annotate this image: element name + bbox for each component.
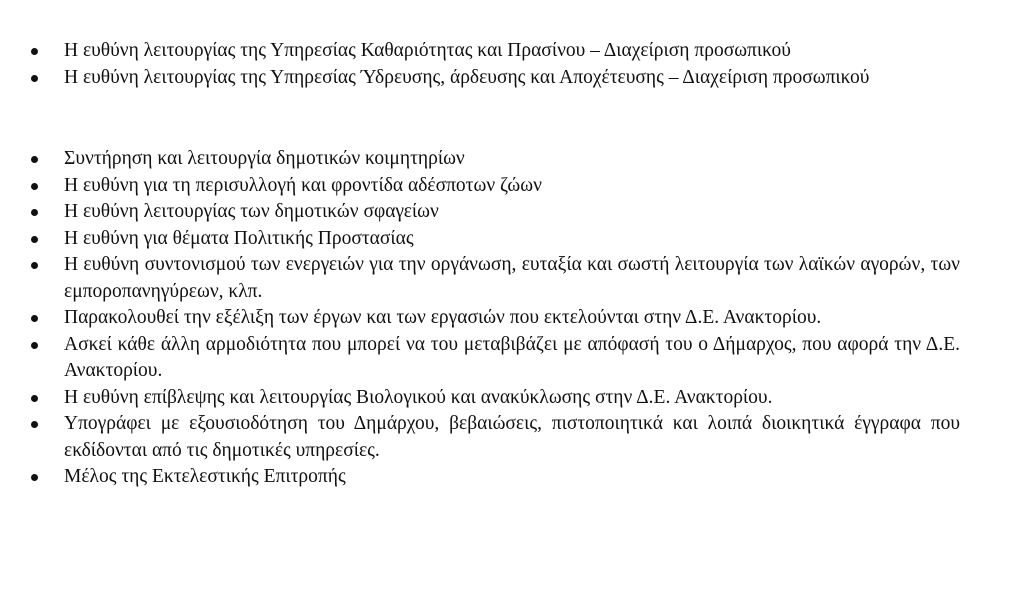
- list-item-text: Συντήρηση και λειτουργία δημοτικών κοιμητηρίων: [64, 148, 465, 169]
- bullet-icon: [31, 48, 38, 55]
- list-item: [30, 252, 960, 305]
- list-item-text: Η ευθύνη λειτουργίας της Υπηρεσίας Ύδρευσης, άρδευσης και Αποχέτευσης – Διαχείριση προσωπικού: [64, 66, 870, 88]
- list-item: [30, 385, 960, 412]
- list-item: [30, 65, 960, 92]
- bullet-icon: [31, 75, 38, 82]
- list-item: [30, 305, 960, 332]
- list-item-text: Μέλος της Εκτελεστικής Επιτροπής: [64, 466, 346, 487]
- bullet-icon: [31, 421, 38, 428]
- list-item: [30, 226, 960, 253]
- list-item: [30, 411, 960, 464]
- list-item-text: Η ευθύνη επίβλεψης και λειτουργίας Βιολογικού και ανακύκλωσης στην Δ.Ε. Ανακτορίου.: [64, 386, 773, 408]
- list-item-text: Ασκεί κάθε άλλη αρμοδιότητα που μπορεί να του μεταβιβάζει με απόφασή του ο Δήμαρχος, που αφορά την Δ.Ε. Ανακτορίου.: [64, 333, 960, 381]
- bullet-icon: [31, 315, 38, 322]
- list-item: [30, 146, 960, 173]
- responsibilities-list-part-2: [30, 146, 960, 491]
- list-item-text: Η ευθύνη για τη περισυλλογή και φροντίδα αδέσποτων ζώων: [64, 174, 542, 196]
- list-item-text: Παρακολουθεί την εξέλιξη των έργων και των εργασιών που εκτελούνται στην Δ.Ε. Ανακτορίου.: [64, 307, 822, 328]
- list-item-text: Η ευθύνη λειτουργίας των δημοτικών σφαγείων: [64, 201, 439, 222]
- bullet-icon: [31, 262, 38, 269]
- list-item: [30, 173, 960, 200]
- bullet-icon: [31, 395, 38, 402]
- bullet-icon: [31, 183, 38, 190]
- responsibilities-list-part-1: [30, 38, 960, 91]
- bullet-icon: [31, 156, 38, 163]
- bullet-icon: [31, 209, 38, 216]
- bullet-icon: [31, 236, 38, 243]
- list-item-text: Η ευθύνη για θέματα Πολιτικής Προστασίας: [64, 227, 414, 249]
- bullet-icon: [31, 342, 38, 349]
- list-item: [30, 464, 960, 491]
- list-item: [30, 38, 960, 65]
- list-item-text: Υπογράφει με εξουσιοδότηση του Δημάρχου, βεβαιώσεις, πιστοποιητικά και λοιπά διοικητικά έγγραφα που εκδίδονται από τις δημοτικές υπηρεσίες.: [64, 413, 960, 461]
- list-item: [30, 332, 960, 385]
- list-item-text: Η ευθύνη συντονισμού των ενεργειών για την οργάνωση, ευταξία και σωστή λειτουργία των λαϊκών αγορών, των εμποροπανηγύρεων, κλπ.: [64, 254, 960, 302]
- bullet-icon: [31, 474, 38, 481]
- list-item: [30, 199, 960, 226]
- list-item-text: Η ευθύνη λειτουργίας της Υπηρεσίας Καθαριότητας και Πρασίνου – Διαχείριση προσωπικού: [64, 40, 791, 61]
